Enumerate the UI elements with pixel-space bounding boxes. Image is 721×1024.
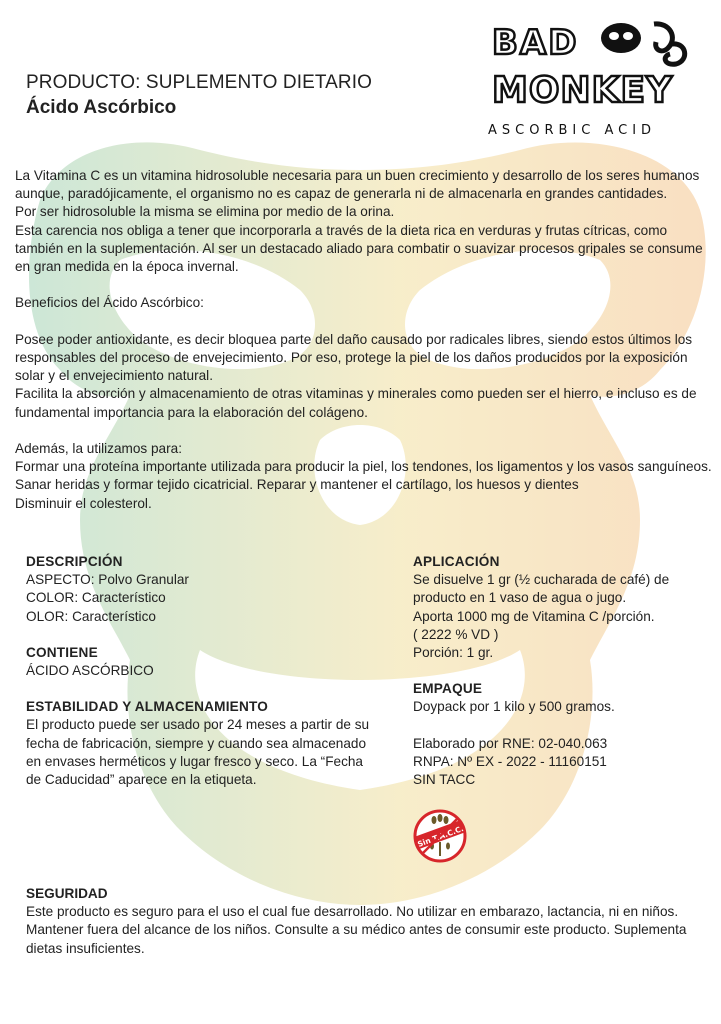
badge-label: Sin T.A.C.C. — [416, 823, 465, 849]
logo-line3: ASCORBIC ACID — [488, 123, 657, 138]
registro-tacc: SIN TACC — [413, 772, 476, 788]
use-2: Disminuir el colesterol. — [15, 495, 152, 511]
monkey-face-logo-icon — [601, 23, 685, 64]
seguridad-heading: SEGURIDAD — [26, 886, 108, 901]
logo-line2: MONKEY — [492, 70, 674, 111]
benefits-heading: Beneficios del Ácido Ascórbico: — [15, 295, 204, 311]
sin-tacc-badge — [412, 808, 468, 864]
benefit-1: Posee poder antioxidante, es decir bloquea parte del daño causado por radicales libres, siendo estos últimos los responsables del proceso de envejecimiento. Por eso, protege la piel de los daños producidos por la exposición solar y el envejecimiento natural. — [15, 331, 693, 384]
aplicacion-line-2: Aporta 1000 mg de Vitamina C /porción. — [413, 608, 655, 624]
aspecto-value: ASPECTO: Polvo Granular — [26, 572, 189, 588]
olor-value: OLOR: Característico — [26, 608, 156, 624]
intro-paragraph-2: Por ser hidrosoluble la misma se elimina por medio de la orina. — [15, 204, 395, 220]
aplicacion-line-4: Porción: 1 gr. — [413, 645, 494, 661]
uses-heading: Además, la utilizamos para: — [15, 441, 182, 456]
benefit-2: Facilita la absorción y almacenamiento de otras vitaminas y minerales como pueden ser el hierro, e incluso es de fundamental importancia para la elaboración del colágeno. — [15, 386, 697, 420]
use-1: Formar una proteína importante utilizada para producir la piel, los tendones, los ligamentos y los vasos sanguíneos. Sanar heridas y formar tejido cicatricial. Reparar y mantener el cartílago, los huesos y dientes — [15, 459, 712, 493]
page-subtitle: Ácido Ascórbico — [26, 97, 177, 118]
contiene-heading: CONTIENE — [26, 644, 98, 660]
descripcion-heading: DESCRIPCIÓN — [26, 554, 123, 569]
registro-rne: Elaborado por RNE: 02-040.063 — [413, 735, 608, 751]
intro-section — [15, 167, 715, 513]
left-column — [26, 553, 376, 789]
logo-line1: BAD — [492, 23, 579, 63]
contiene-value: ÁCIDO ASCÓRBICO — [26, 663, 154, 679]
color-value: COLOR: Característico — [26, 590, 166, 606]
empaque-text: Doypack por 1 kilo y 500 gramos. — [413, 699, 615, 715]
estabilidad-heading: ESTABILIDAD Y ALMACENAMIENTO — [26, 699, 268, 715]
empaque-heading: EMPAQUE — [413, 681, 483, 697]
bad-monkey-logo — [486, 16, 696, 142]
registro-rnpa: RNPA: Nº EX - 2022 - 11160151 — [413, 753, 607, 769]
seguridad-section — [26, 885, 706, 958]
intro-paragraph-1: La Vitamina C es un vitamina hidrosoluble necesaria para un buen crecimiento y desarrollo de los seres humanos aunque, paradójicamente, el organismo no es capaz de generarla ni de almacenarla en grandes cantidades. — [15, 168, 700, 202]
right-column — [413, 553, 713, 789]
estabilidad-text: El producto puede ser usado por 24 meses a partir de su fecha de fabricación, siempre y cuando sea almacenado en envases herméticos y lugar fresco y seco. La “Fecha de Caducidad” aparece en la etiqueta. — [26, 717, 370, 788]
aplicacion-line-3: ( 2222 % VD ) — [413, 626, 499, 642]
intro-paragraph-3: Esta carencia nos obliga a tener que incorporarla a través de la dieta rica en verduras y frutas cítricas, como también en la suplementación. Al ser un destacado aliado para combatir o suavizar procesos gripales se consume en gran medida en la época invernal. — [15, 222, 703, 275]
page-title: PRODUCTO: SUPLEMENTO DIETARIO — [26, 72, 373, 93]
aplicacion-heading: APLICACIÓN — [413, 554, 500, 569]
aplicacion-line-1: Se disuelve 1 gr (½ cucharada de café) de producto en 1 vaso de agua o jugo. — [413, 572, 670, 606]
seguridad-text: Este producto es seguro para el uso el cual fue desarrollado. No utilizar en embarazo, lactancia, ni en niños. Mantener fuera del alcance de los niños. Consulte a su médico antes de consumir este producto. Suplementa dietas insuficientes. — [26, 904, 687, 956]
